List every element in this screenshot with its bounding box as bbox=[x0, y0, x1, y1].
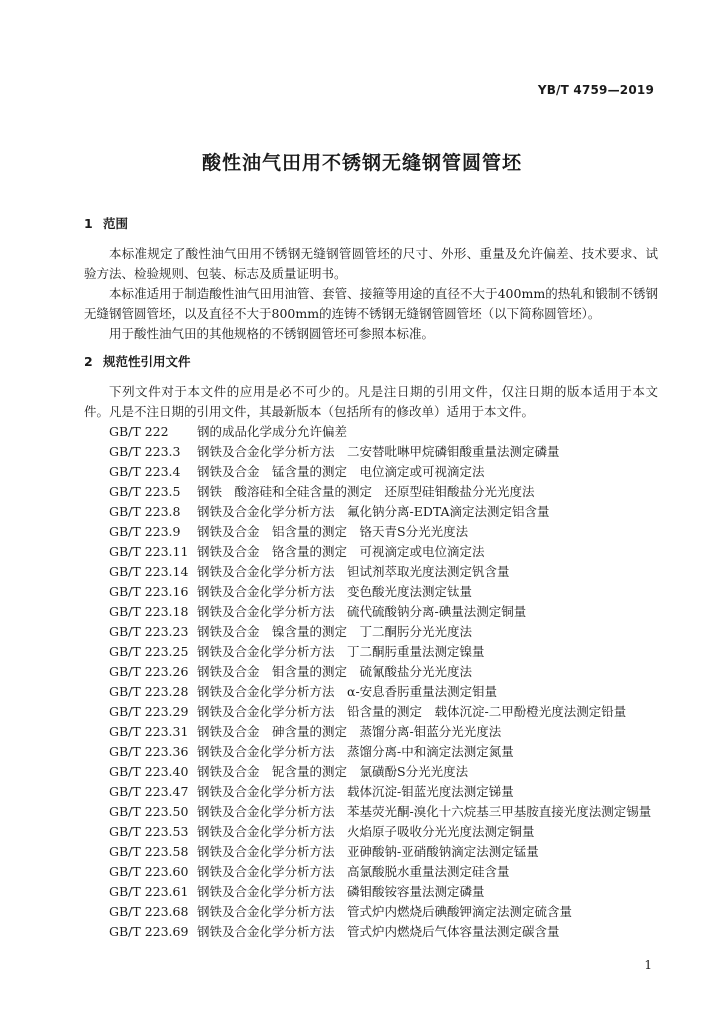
reference-title: 钢铁及合金 锰含量的测定 电位滴定或可视滴定法 bbox=[197, 464, 485, 479]
reference-title: 钢铁及合金化学分析方法 火焰原子吸收分光光度法测定铜量 bbox=[197, 824, 535, 839]
reference-title: 钢铁及合金化学分析方法 硫代硫酸钠分离-碘量法测定铜量 bbox=[197, 604, 527, 619]
reference-item bbox=[84, 662, 658, 682]
reference-title: 钢铁及合金化学分析方法 铅含量的测定 载体沉淀-二甲酚橙光度法测定铅量 bbox=[197, 704, 627, 719]
reference-item bbox=[84, 582, 658, 602]
reference-title: 钢铁 酸溶硅和全硅含量的测定 还原型硅钼酸盐分光光度法 bbox=[197, 484, 535, 499]
reference-item bbox=[84, 862, 658, 882]
reference-item bbox=[84, 482, 658, 502]
reference-code: GB/T 223.3 bbox=[109, 444, 181, 459]
section-1 bbox=[84, 214, 658, 344]
reference-item bbox=[84, 922, 658, 942]
document-body bbox=[84, 214, 658, 942]
reference-item bbox=[84, 842, 658, 862]
reference-title: 钢铁及合金化学分析方法 亚砷酸钠-亚硝酸钠滴定法测定锰量 bbox=[197, 844, 539, 859]
reference-title: 钢铁及合金 砷含量的测定 蒸馏分离-钼蓝分光光度法 bbox=[197, 724, 502, 739]
reference-code: GB/T 223.61 bbox=[109, 884, 189, 899]
reference-code: GB/T 222 bbox=[109, 424, 169, 439]
reference-code: GB/T 223.5 bbox=[109, 484, 181, 499]
document-code: YB/T 4759—2019 bbox=[537, 83, 654, 97]
reference-item bbox=[84, 462, 658, 482]
reference-item bbox=[84, 542, 658, 562]
reference-code: GB/T 223.4 bbox=[109, 464, 181, 479]
reference-item bbox=[84, 442, 658, 462]
reference-code: GB/T 223.25 bbox=[109, 644, 189, 659]
reference-title: 钢铁及合金化学分析方法 钽试剂萃取光度法测定钒含量 bbox=[197, 564, 510, 579]
paragraph: 本标准适用于制造酸性油气田用油管、套管、接箍等用途的直径不大于400mm的热轧和锻制不锈钢无缝钢管圆管坯，以及直径不大于800mm的连铸不锈钢无缝钢管圆管坯（以下简称圆管坯）。 bbox=[84, 286, 658, 321]
reference-title: 钢铁及合金化学分析方法 丁二酮肟重量法测定镍量 bbox=[197, 644, 485, 659]
reference-title: 钢铁及合金化学分析方法 磷钼酸铵容量法测定磷量 bbox=[197, 884, 485, 899]
reference-code: GB/T 223.8 bbox=[109, 504, 181, 519]
reference-item bbox=[84, 782, 658, 802]
reference-item bbox=[84, 682, 658, 702]
reference-code: GB/T 223.14 bbox=[109, 564, 189, 579]
reference-code: GB/T 223.16 bbox=[109, 584, 189, 599]
reference-item bbox=[84, 522, 658, 542]
reference-code: GB/T 223.47 bbox=[109, 784, 189, 799]
reference-item bbox=[84, 742, 658, 762]
reference-title: 钢铁及合金化学分析方法 载体沉淀-钼蓝光度法测定锑量 bbox=[197, 784, 514, 799]
section-title: 规范性引用文件 bbox=[103, 354, 191, 369]
reference-code: GB/T 223.68 bbox=[109, 904, 189, 919]
section-number: 1 bbox=[84, 216, 93, 231]
reference-code: GB/T 223.26 bbox=[109, 664, 189, 679]
reference-title: 钢铁及合金化学分析方法 高氯酸脱水重量法测定硅含量 bbox=[197, 864, 510, 879]
reference-item bbox=[84, 502, 658, 522]
section-heading bbox=[84, 352, 658, 372]
reference-code: GB/T 223.50 bbox=[109, 804, 189, 819]
reference-item bbox=[84, 762, 658, 782]
section-number: 2 bbox=[84, 354, 93, 369]
reference-title: 钢铁及合金化学分析方法 α-安息香肟重量法测定钼量 bbox=[197, 684, 498, 699]
reference-item bbox=[84, 602, 658, 622]
reference-item bbox=[84, 422, 658, 442]
page-number: 1 bbox=[644, 958, 652, 972]
reference-item bbox=[84, 722, 658, 742]
reference-item bbox=[84, 702, 658, 722]
reference-code: GB/T 223.28 bbox=[109, 684, 189, 699]
reference-title: 钢铁及合金 铬含量的测定 可视滴定或电位滴定法 bbox=[197, 544, 485, 559]
paragraph: 下列文件对于本文件的应用是必不可少的。凡是注日期的引用文件，仅注日期的版本适用于本文件。凡是不注日期的引用文件，其最新版本（包括所有的修改单）适用于本文件。 bbox=[84, 384, 658, 419]
reference-code: GB/T 223.31 bbox=[109, 724, 189, 739]
reference-code: GB/T 223.11 bbox=[109, 544, 189, 559]
reference-title: 钢铁及合金化学分析方法 蒸馏分离-中和滴定法测定氮量 bbox=[197, 744, 514, 759]
reference-code: GB/T 223.53 bbox=[109, 824, 189, 839]
reference-title: 钢铁及合金化学分析方法 管式炉内燃烧后碘酸钾滴定法测定硫含量 bbox=[197, 904, 573, 919]
reference-code: GB/T 223.58 bbox=[109, 844, 189, 859]
paragraph: 用于酸性油气田的其他规格的不锈钢圆管坯可参照本标准。 bbox=[109, 326, 435, 341]
reference-item bbox=[84, 902, 658, 922]
reference-item bbox=[84, 642, 658, 662]
reference-code: GB/T 223.23 bbox=[109, 624, 189, 639]
reference-code: GB/T 223.36 bbox=[109, 744, 189, 759]
reference-title: 钢铁及合金化学分析方法 苯基荧光酮-溴化十六烷基三甲基胺直接光度法测定锡量 bbox=[197, 804, 652, 819]
reference-code: GB/T 223.18 bbox=[109, 604, 189, 619]
reference-item bbox=[84, 802, 658, 822]
section-heading bbox=[84, 214, 658, 234]
reference-code: GB/T 223.29 bbox=[109, 704, 189, 719]
reference-title: 钢铁及合金化学分析方法 氟化钠分离-EDTA滴定法测定铝含量 bbox=[197, 504, 550, 519]
reference-title: 钢铁及合金 铝含量的测定 铬天青S分光光度法 bbox=[197, 524, 469, 539]
reference-title: 钢铁及合金 钼含量的测定 硫氰酸盐分光光度法 bbox=[197, 664, 473, 679]
reference-title: 钢铁及合金化学分析方法 二安替吡啉甲烷磷钼酸重量法测定磷量 bbox=[197, 444, 560, 459]
reference-title: 钢的成品化学成分允许偏差 bbox=[197, 424, 348, 439]
reference-list bbox=[84, 422, 658, 942]
reference-title: 钢铁及合金 铌含量的测定 氯磺酚S分光光度法 bbox=[197, 764, 469, 779]
reference-item bbox=[84, 562, 658, 582]
document-title: 酸性油气田用不锈钢无缝钢管圆管坯 bbox=[201, 152, 522, 174]
reference-title: 钢铁及合金化学分析方法 管式炉内燃烧后气体容量法测定碳含量 bbox=[197, 924, 560, 939]
reference-code: GB/T 223.60 bbox=[109, 864, 189, 879]
reference-code: GB/T 223.9 bbox=[109, 524, 181, 539]
reference-item bbox=[84, 882, 658, 902]
reference-item bbox=[84, 622, 658, 642]
reference-code: GB/T 223.40 bbox=[109, 764, 189, 779]
section-title: 范围 bbox=[103, 216, 129, 231]
section-2 bbox=[84, 352, 658, 942]
reference-title: 钢铁及合金 镍含量的测定 丁二酮肟分光光度法 bbox=[197, 624, 473, 639]
reference-item bbox=[84, 822, 658, 842]
reference-title: 钢铁及合金化学分析方法 变色酸光度法测定钛量 bbox=[197, 584, 473, 599]
paragraph: 本标准规定了酸性油气田用不锈钢无缝钢管圆管坯的尺寸、外形、重量及允许偏差、技术要求、试验方法、检验规则、包装、标志及质量证明书。 bbox=[84, 246, 658, 281]
reference-code: GB/T 223.69 bbox=[109, 924, 189, 939]
